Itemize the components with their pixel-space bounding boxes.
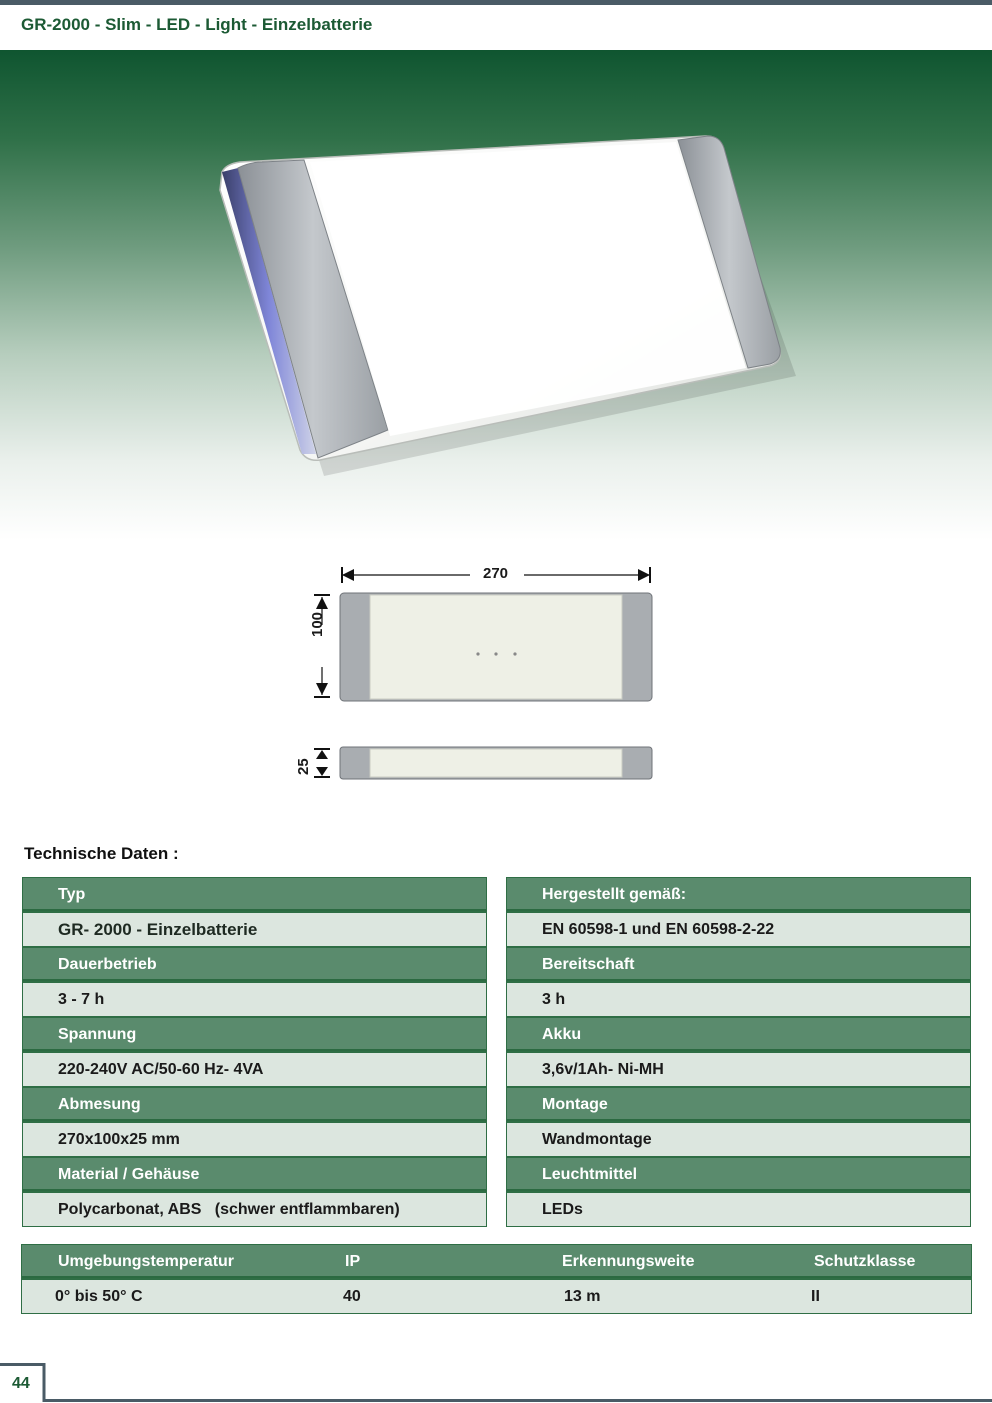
page-title: GR-2000 - Slim - LED - Light - Einzelbatterie (21, 15, 373, 34)
spec-label: Abmesung (22, 1087, 487, 1122)
value-cell: II (811, 1288, 820, 1305)
spec-value: 3 - 7 h (22, 982, 487, 1017)
header-cell: Schutzklasse (814, 1253, 916, 1270)
footer-rule (0, 1363, 992, 1403)
spec-label: Leuchtmittel (506, 1157, 971, 1192)
spec-value: LEDs (506, 1192, 971, 1227)
spec-label: Spannung (22, 1017, 487, 1052)
value-cell: 0° bis 50° C (55, 1288, 143, 1305)
dimension-drawing (290, 555, 670, 795)
environment-table-header (21, 1244, 972, 1279)
spec-value: EN 60598-1 und EN 60598-2-22 (506, 912, 971, 947)
spec-label: Dauerbetrieb (22, 947, 487, 982)
environment-table-row (21, 1279, 972, 1314)
spec-table-right (506, 877, 971, 1227)
header-cell: Umgebungstemperatur (58, 1253, 235, 1270)
spec-label: Bereitschaft (506, 947, 971, 982)
value-cell: 13 m (564, 1288, 601, 1305)
technical-data-heading: Technische Daten : (24, 844, 179, 863)
product-photo (0, 50, 992, 540)
spec-value: GR- 2000 - Einzelbatterie (22, 912, 487, 947)
dimension-diagram (290, 555, 670, 795)
spec-label: Hergestellt gemäß: (506, 877, 971, 912)
spec-value: Wandmontage (506, 1122, 971, 1157)
spec-table-left (22, 877, 487, 1227)
width-dimension-label: 270 (483, 565, 509, 582)
header-cell: IP (345, 1253, 361, 1270)
depth-dimension-label: 25 (295, 758, 312, 775)
environment-table (21, 1244, 972, 1314)
product-hero (0, 50, 992, 540)
header-cell: Erkennungsweite (562, 1253, 695, 1270)
spec-value: 220-240V AC/50-60 Hz- 4VA (22, 1052, 487, 1087)
top-rule (0, 0, 992, 5)
spec-label: Typ (22, 877, 487, 912)
spec-value: 3 h (506, 982, 971, 1017)
value-cell: 40 (343, 1288, 361, 1305)
spec-value: 270x100x25 mm (22, 1122, 487, 1157)
spec-value: Polycarbonat, ABS (schwer entflammbaren) (22, 1192, 487, 1227)
spec-label: Akku (506, 1017, 971, 1052)
spec-value: 3,6v/1Ah- Ni-MH (506, 1052, 971, 1087)
page-number: 44 (12, 1375, 30, 1392)
height-dimension-label: 100 (309, 611, 326, 637)
spec-label: Material / Gehäuse (22, 1157, 487, 1192)
spec-label: Montage (506, 1087, 971, 1122)
